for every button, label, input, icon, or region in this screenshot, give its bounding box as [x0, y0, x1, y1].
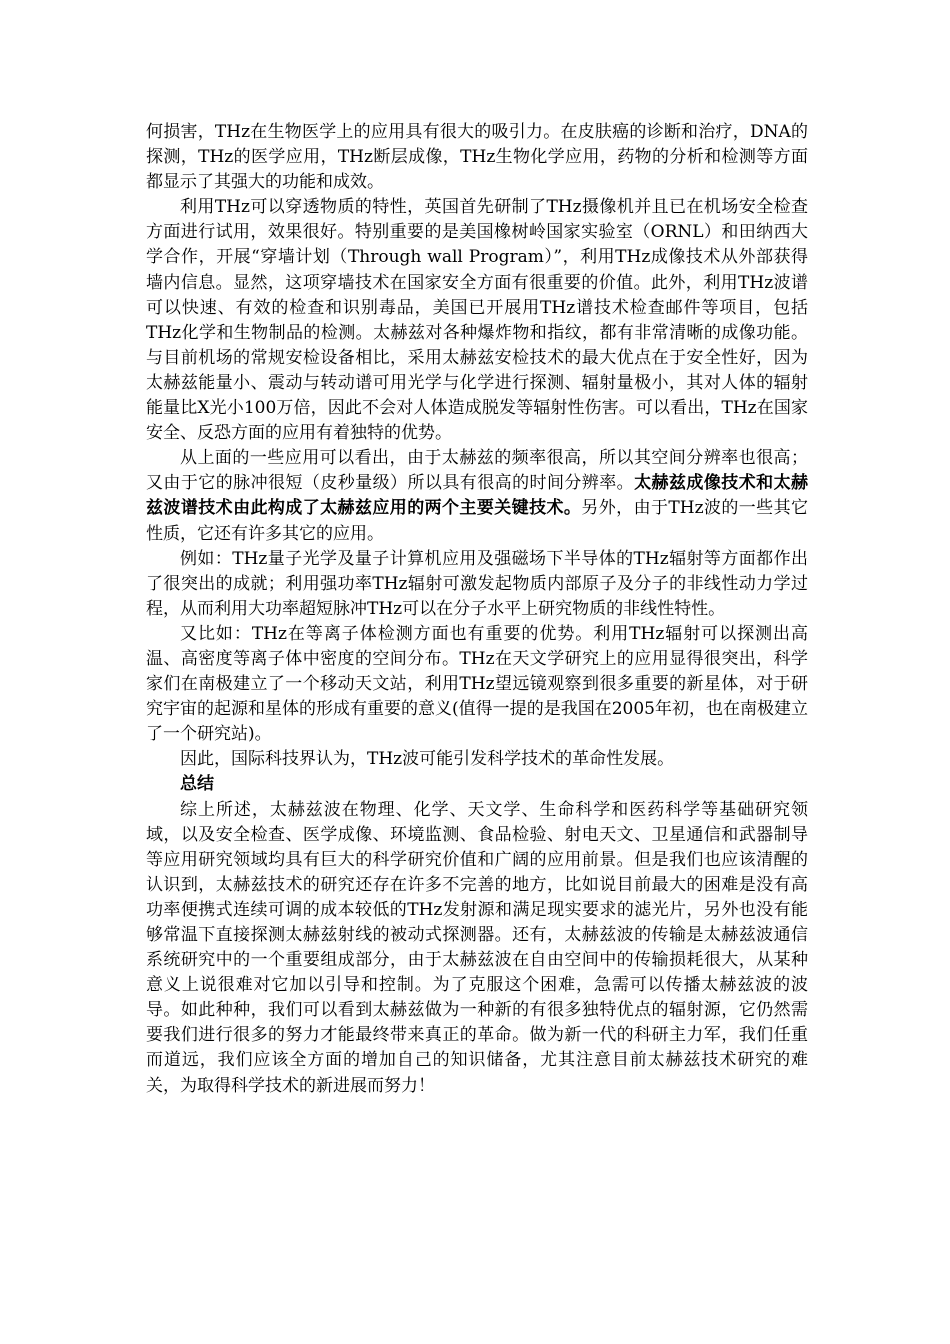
bold-key-statement: 太赫兹成像技术和太赫兹波谱技术由此构成了太赫兹应用的两个主要关键技术。 [146, 473, 809, 519]
paragraph-imaging-security: 利用THz可以穿透物质的特性，英国首先研制了THz摄像机并且已在机场安全检查方面进行试用，效果很好。特别重要的是美国橡树岭国家实验室（ORNL）和田纳西大学合作，开展“穿墙计划（Through wall Program）”，利用THz成像技术从外部获得墙内信息。显然，这项穿墙技术在国家安全方面有很重要的价值。此外，利用THz波谱可以快速、有效的检查和识别毒品，美国已开展用THz谱技术检查邮件等项目，包括THz化学和生物制品的检测。太赫兹对各种爆炸物和指纹，都有非常清晰的成像功能。与目前机场的常规安检设备相比，采用太赫兹安检技术的最大优点在于安全性好，因为太赫兹能量小、震动与转动谱可用光学与化学进行探测、辐射量极小，其对人体的辐射能量比X光小100万倍，因此不会对人体造成脱发等辐射性伤害。可以看出，THz在国家安全、反恐方面的应用有着独特的优势。 [146, 197, 808, 444]
section-heading-summary: 总结 [180, 774, 214, 795]
paragraph-revolution: 因此，国际科技界认为，THz波可能引发科学技术的革命性发展。 [180, 749, 675, 770]
paragraph-summary: 综上所述，太赫兹波在物理、化学、天文学、生命科学和医药科学等基础研究领域，以及安全检查、医学成像、环境监测、食品检验、射电天文、卫星通信和武器制导等应用研究领域均具有巨大的科学研究价值和广阔的应用前景。但是我们也应该清醒的认识到，太赫兹技术的研究还存在许多不完善的地方，比如说目前最大的困难是没有高功率便携式连续可调的成本较低的THz发射源和满足现实要求的滤光片，另外也没有能够常温下直接探测太赫兹射线的被动式探测器。还有，太赫兹波的传输是太赫兹波通信系统研究中的一个重要组成部分，由于太赫兹波在自由空间中的传输损耗很大，从某种意义上说很难对它加以引导和控制。为了克服这个困难，急需可以传播太赫兹波的波导。如此种种，我们可以看到太赫兹做为一种新的有很多独特优点的辐射源，它仍然需要我们进行很多的努力才能最终带来真正的革命。做为新一代的科研主力军，我们任重而道远，我们应该全方面的增加自己的知识储备，尤其注意目前太赫兹技术研究的难关，为取得科学技术的新进展而努力！ [146, 799, 808, 1096]
paragraph-key-technologies [146, 446, 808, 546]
document-page [146, 120, 808, 1099]
paragraph-continuation: 何损害，THz在生物医学上的应用具有很大的吸引力。在皮肤癌的诊断和治疗，DNA的探测，THz的医学应用，THz断层成像，THz生物化学应用，药物的分析和检测等方面都显示了其强大的功能和成效。 [146, 122, 808, 193]
paragraph-plasma-astronomy: 又比如：THz在等离子体检测方面也有重要的优势。利用THz辐射可以探测出高温、高密度等离子体中密度的空间分布。THz在天文学研究上的应用显得很突出，科学家们在南极建立了一个移动天文站，利用THz望远镜观察到很多重要的新星体，对于研究宇宙的起源和星体的形成有重要的意义(值得一提的是我国在2005年初，也在南极建立了一个研究站)。 [146, 623, 808, 745]
paragraph-text: 从上面的一些应用可以看出，由于太赫兹的频率很高，所以其空间分辨率也很高；又由于它的脉冲很短（皮秒量级）所以具有很高的时间分辨率。 [146, 448, 808, 494]
paragraph-quantum-optics: 例如：THz量子光学及量子计算机应用及强磁场下半导体的THz辐射等方面都作出了很突出的成就；利用强功率THz辐射可激发起物质内部原子及分子的非线性动力学过程，从而利用大功率超短脉冲THz可以在分子水平上研究物质的非线性特性。 [146, 548, 808, 619]
paragraph-text: 另外，由于THz波的一些其它性质，它还有许多其它的应用。 [146, 498, 809, 544]
